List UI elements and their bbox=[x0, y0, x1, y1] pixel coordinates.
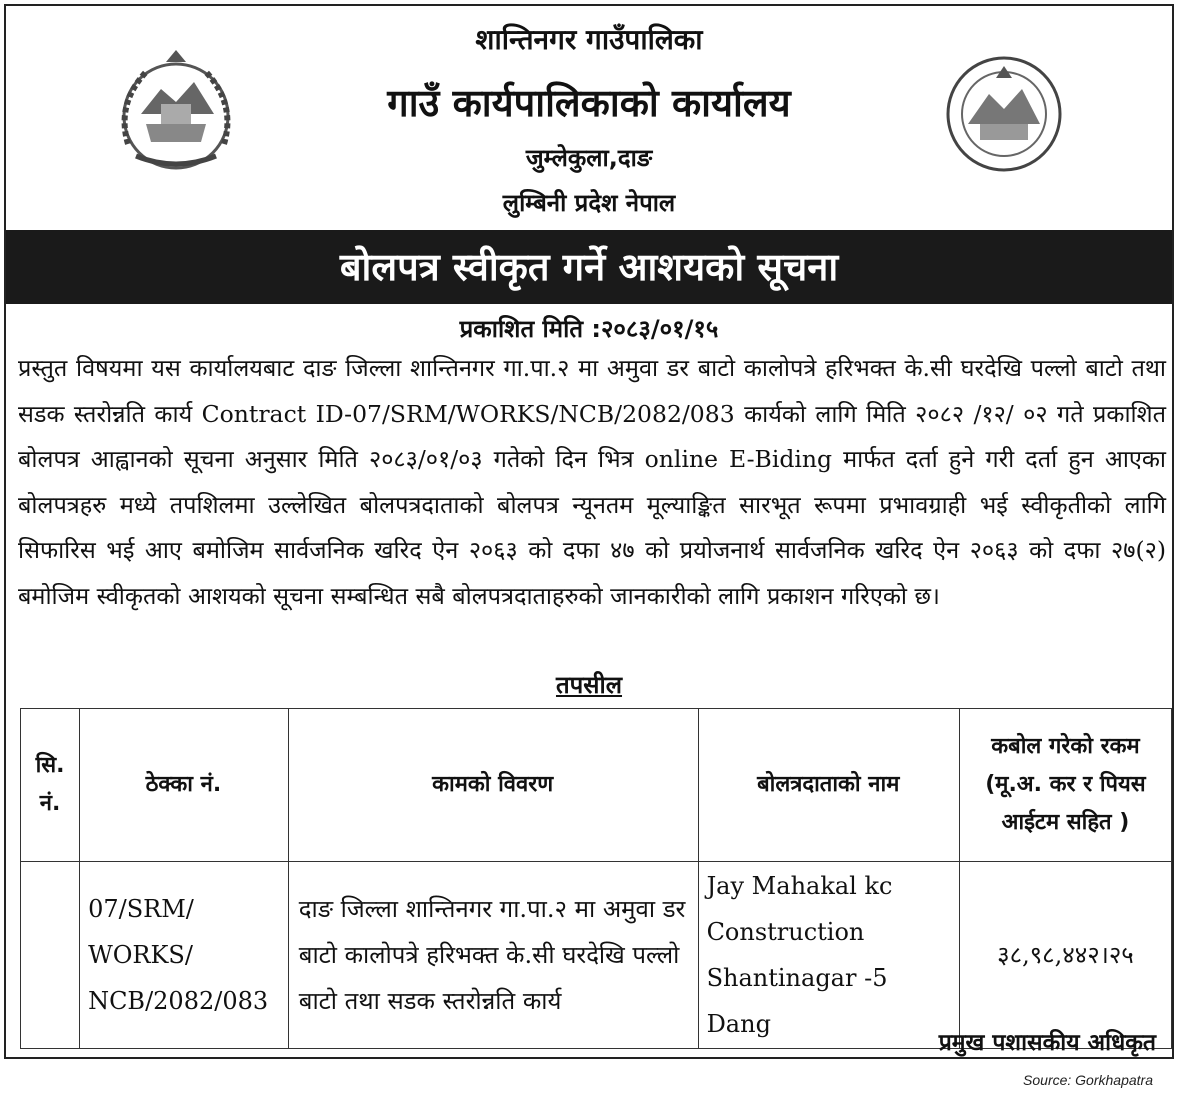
municipality-name: शान्तिनगर गाउँपालिका bbox=[475, 23, 703, 56]
header-sn: सि. नं. bbox=[21, 709, 80, 862]
table-header-row bbox=[21, 709, 1172, 862]
notice-body: प्रस्तुत विषयमा यस कार्यालयबाट दाङ जिल्ला शान्तिनगर गा.पा.२ मा अमुवा डर बाटो कालोपत्रे हरिभक्त के.सी घरदेखि पल्लो बाटो तथा सडक स्तरोन्नति कार्य Contract ID-07/SRM/WORKS/NCB/2082/083 कार्यको लागि मिति २०८२ /१२/ ०२ गते प्रकाशित बोलपत्र आह्वानको सूचना अनुसार मिति २०८३/०१/०३ गतेको दिन भित्र online E-Biding मार्फत दर्ता हुने गरी दर्ता हुन आएका बोलपत्रहरु मध्ये तपशिलमा उल्लेखित बोलपत्रदाताको बोलपत्र न्यूनतम मूल्याङ्कित सारभूत रूपमा प्रभावग्राही भई स्वीकृतीको लागि सिफारिस भई आए बमोजिम सार्वजनिक खरिद ऐन २०६३ को दफा ४७ को प्रयोजनार्थ सार्वजनिक खरिद ऐन २०६३ को दफा २७(२) बमोजिम स्वीकृतको आशयको सूचना सम्बन्धित सबै बोलपत्रदाताहरुको जानकारीको लागि प्रकाशन गरिएको छ। bbox=[18, 354, 1166, 610]
header-contract: ठेक्का नं. bbox=[80, 709, 289, 862]
cell-work: दाङ जिल्ला शान्तिनगर गा.पा.२ मा अमुवा डर बाटो कालोपत्रे हरिभक्त के.सी घरदेखि पल्लो बाटो तथा सडक स्तरोन्नति कार्य bbox=[288, 862, 698, 1049]
municipality-seal-icon bbox=[944, 54, 1064, 174]
header-bidder: बोलत्रदाताको नाम bbox=[698, 709, 959, 862]
schedule-title: तपसील bbox=[555, 671, 623, 699]
cell-amount: ३८,९८,४४२।२५ bbox=[959, 862, 1171, 1049]
province-name: लुम्बिनी प्रदेश नेपाल bbox=[502, 189, 676, 217]
published-date: प्रकाशित मिति :२०८३/०१/१५ bbox=[459, 315, 719, 343]
cell-contract: 07/SRM/ WORKS/ NCB/2082/083 bbox=[80, 862, 289, 1049]
header-work: कामको विवरण bbox=[288, 709, 698, 862]
table-row bbox=[21, 862, 1172, 1049]
notice-header bbox=[6, 6, 1172, 230]
office-address: जुम्लेकुला,दाङ bbox=[525, 144, 653, 172]
source-credit: Source: Gorkhapatra bbox=[1023, 1072, 1153, 1088]
header-amount: कबोल गरेको रकम (मू.अ. कर र पियस आईटम सहित ) bbox=[959, 709, 1171, 862]
schedule-table bbox=[20, 708, 1172, 1049]
notice-frame bbox=[4, 4, 1174, 1059]
notice-title: बोलपत्र स्वीकृत गर्ने आशयको सूचना bbox=[6, 230, 1172, 304]
cell-sn bbox=[21, 862, 80, 1049]
cell-bidder: Jay Mahakal kc Construction Shantinagar -5 Dang bbox=[698, 862, 959, 1049]
signatory-title: प्रमुख पशासकीय अधिकृत bbox=[938, 1030, 1156, 1056]
office-name: गाउँ कार्यपालिकाको कार्यालय bbox=[387, 81, 791, 125]
